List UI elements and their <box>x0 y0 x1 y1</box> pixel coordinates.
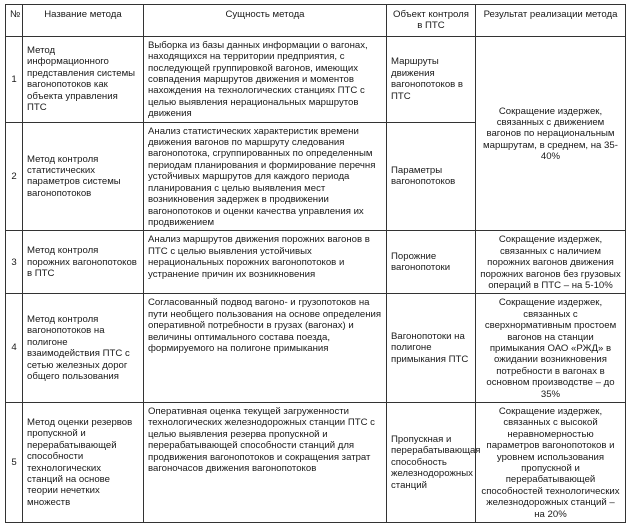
method-essence: Оперативная оценка текущей загруженности технологических железнодорожных станции ПТС с целью выявления резерва пропускной и перерабатывающей способности станций для продвижения вагонопотоков и сокращения затрат вагоночасов движения вагонопотоков <box>144 403 387 523</box>
method-name: Метод контроля статистических параметров системы вагонопотоков <box>23 122 144 231</box>
row-number: 4 <box>6 294 23 403</box>
table-row <box>6 36 626 122</box>
row-number: 3 <box>6 231 23 294</box>
header-result: Результат реализации метода <box>476 5 626 37</box>
row-number: 1 <box>6 36 23 122</box>
header-row <box>6 5 626 37</box>
method-result: Сокращение издержек, связанных с высокой неравномерностью параметров вагонопотоков и уровнем использования пропускной и перерабатывающей способностей технологических железнодорожных станций – на 20% <box>476 403 626 523</box>
row-number: 2 <box>6 122 23 231</box>
method-name: Метод информационного представления системы вагонопотоков как объекта управления ПТС <box>23 36 144 122</box>
header-object: Объект контроля в ПТС <box>387 5 476 37</box>
header-essence: Сущность метода <box>144 5 387 37</box>
method-result: Сокращение издержек, связанных с наличием порожних вагонов движения порожних вагонов без грузовых операций в ПТС – на 5-10% <box>476 231 626 294</box>
method-name: Метод контроля вагонопотоков на полигоне взаимодействия ПТС с сетью железных дорог общего пользования <box>23 294 144 403</box>
control-object: Вагонопотоки на полигоне примыкания ПТС <box>387 294 476 403</box>
control-object: Пропускная и перерабатывающая способность железнодорожных станций <box>387 403 476 523</box>
header-num: № <box>6 5 23 37</box>
method-result: Сокращение издержек, связанных с движением вагонов по нерациональным маршрутам, в среднем, на 35-40% <box>476 36 626 231</box>
row-number: 5 <box>6 403 23 523</box>
method-name: Метод контроля порожних вагонопотоков в ПТС <box>23 231 144 294</box>
method-essence: Анализ статистических характеристик времени движения вагонов по маршруту следования вагонопотока, сгруппированных по определенным периодам планирования и формирование перечня устойчивых маршрутов для каждого периода планирования с целью выявления мест возникновения задержек в продвижении вагонопотоков и оценки качества управления их продвижением <box>144 122 387 231</box>
control-object: Порожние вагонопотоки <box>387 231 476 294</box>
methods-table <box>5 4 626 523</box>
table-row <box>6 231 626 294</box>
header-method: Название метода <box>23 5 144 37</box>
table-row <box>6 403 626 523</box>
method-essence: Анализ маршрутов движения порожних вагонов в ПТС с целью выявления устойчивых нерациональных порожних вагонопотоков и устранение причин их возникновения <box>144 231 387 294</box>
methods-table-container <box>5 4 625 523</box>
control-object: Маршруты движения вагонопотоков в ПТС <box>387 36 476 122</box>
method-essence: Согласованный подвод вагоно- и грузопотоков на пути необщего пользования на основе определения оперативной потребности в грузах (вагонах) и величины оптимального состава поезда, формируемого на полигоне примыкания <box>144 294 387 403</box>
method-essence: Выборка из базы данных информации о вагонах, находящихся на территории предприятия, с последующей группировкой вагонов, имеющих совпадения маршрутов движения и моментов нахождения на технологических станциях ПТС с целью выявления нерациональных маршрутов движения <box>144 36 387 122</box>
table-row <box>6 294 626 403</box>
method-name: Метод оценки резервов пропускной и перерабатывающей способности технологических станций на основе теории нечетких множеств <box>23 403 144 523</box>
method-result: Сокращение издержек, связанных с сверхнормативным простоем вагонов на станции примыкания ОАО «РЖД» в ожидании возникновения потребности в вагонах в основном производстве – до 35% <box>476 294 626 403</box>
control-object: Параметры вагонопотоков <box>387 122 476 231</box>
